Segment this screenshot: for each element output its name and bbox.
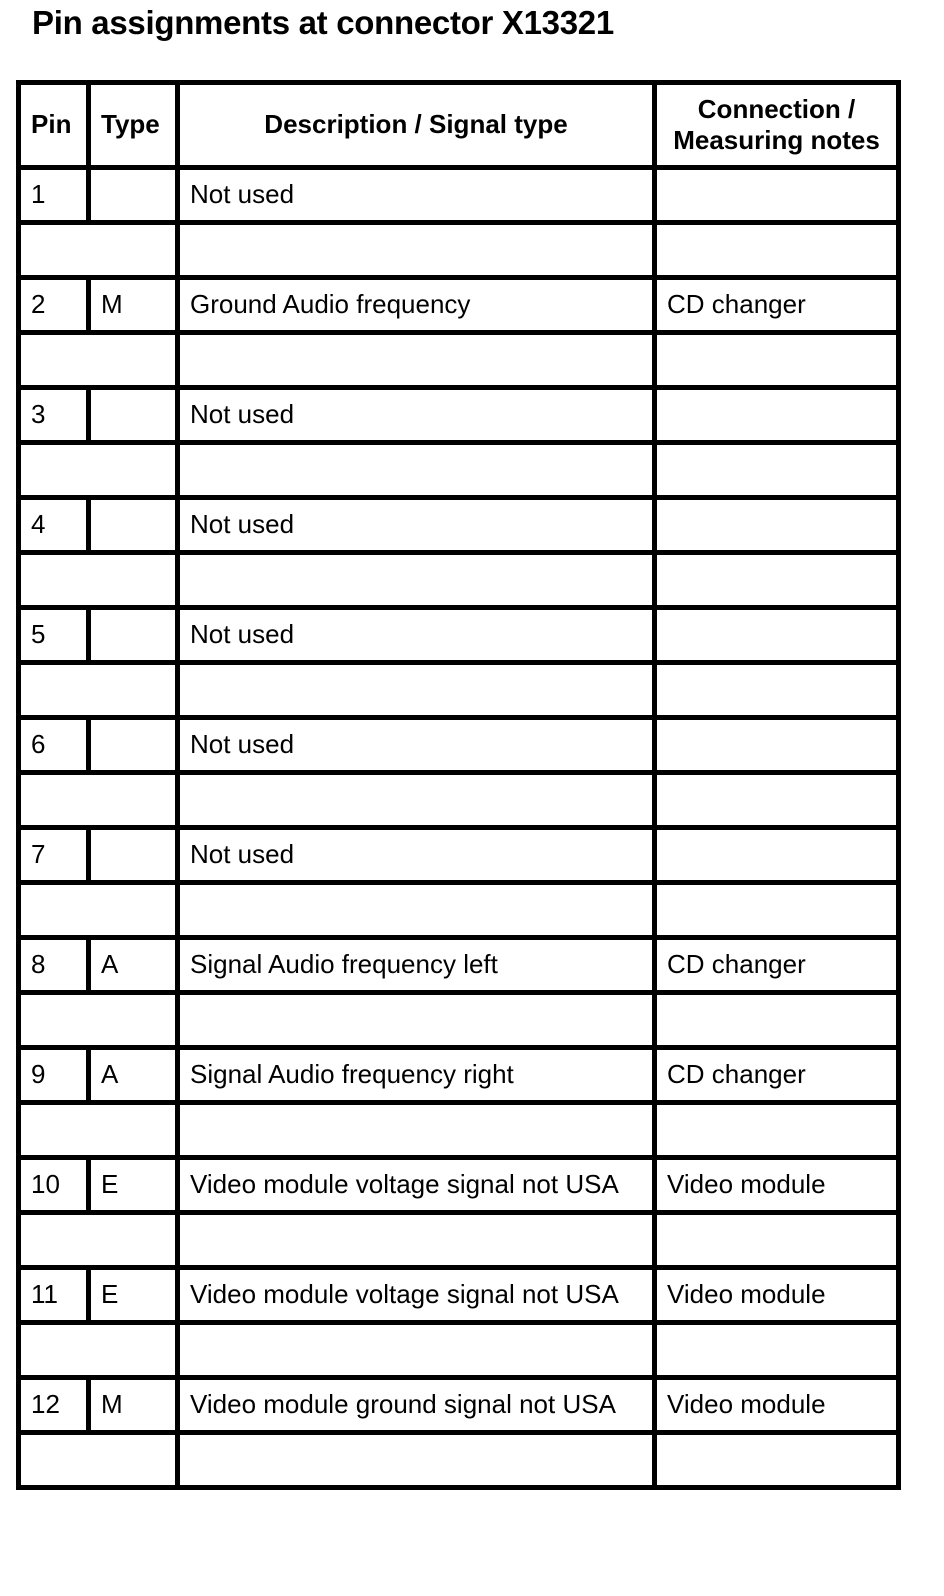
- pin-cell: 11: [19, 1268, 89, 1323]
- spacer-cell: [178, 663, 655, 718]
- description-cell: Video module voltage signal not USA: [178, 1158, 655, 1213]
- spacer-cell: [178, 773, 655, 828]
- spacer-row: [19, 993, 899, 1048]
- spacer-cell: [178, 443, 655, 498]
- spacer-row: [19, 333, 899, 388]
- table-row: [19, 1158, 899, 1213]
- connection-cell: [655, 168, 899, 223]
- spacer-cell: [655, 333, 899, 388]
- spacer-cell: [19, 223, 178, 278]
- pin-cell: 5: [19, 608, 89, 663]
- spacer-row: [19, 1323, 899, 1378]
- pin-cell: 1: [19, 168, 89, 223]
- header-pin: Pin: [19, 83, 89, 168]
- spacer-cell: [178, 1323, 655, 1378]
- type-cell: [89, 828, 178, 883]
- type-cell: [89, 388, 178, 443]
- description-cell: Not used: [178, 388, 655, 443]
- pin-assignment-table: [16, 80, 901, 1490]
- spacer-cell: [178, 1433, 655, 1488]
- pin-cell: 8: [19, 938, 89, 993]
- spacer-cell: [655, 883, 899, 938]
- spacer-row: [19, 223, 899, 278]
- spacer-row: [19, 1103, 899, 1158]
- pin-cell: 4: [19, 498, 89, 553]
- connection-cell: Video module: [655, 1158, 899, 1213]
- page-title: Pin assignments at connector X13321: [32, 4, 614, 41]
- type-cell: [89, 608, 178, 663]
- connection-cell: CD changer: [655, 938, 899, 993]
- connection-cell: Video module: [655, 1268, 899, 1323]
- pin-cell: 10: [19, 1158, 89, 1213]
- spacer-cell: [178, 333, 655, 388]
- connection-cell: [655, 718, 899, 773]
- description-cell: Video module voltage signal not USA: [178, 1268, 655, 1323]
- connection-cell: CD changer: [655, 278, 899, 333]
- header-connection: Connection / Measuring notes: [655, 83, 899, 168]
- spacer-cell: [655, 223, 899, 278]
- type-cell: [89, 168, 178, 223]
- spacer-row: [19, 663, 899, 718]
- connection-cell: [655, 608, 899, 663]
- spacer-cell: [19, 443, 178, 498]
- table-row: [19, 938, 899, 993]
- spacer-cell: [19, 1433, 178, 1488]
- spacer-cell: [655, 993, 899, 1048]
- type-cell: E: [89, 1268, 178, 1323]
- description-cell: Not used: [178, 498, 655, 553]
- table-row: [19, 168, 899, 223]
- spacer-row: [19, 883, 899, 938]
- spacer-cell: [655, 443, 899, 498]
- description-cell: Signal Audio frequency right: [178, 1048, 655, 1103]
- type-cell: M: [89, 278, 178, 333]
- spacer-cell: [655, 1433, 899, 1488]
- table-body: [19, 168, 899, 1488]
- type-cell: M: [89, 1378, 178, 1433]
- connection-cell: Video module: [655, 1378, 899, 1433]
- pin-cell: 7: [19, 828, 89, 883]
- spacer-cell: [178, 223, 655, 278]
- table-row: [19, 1378, 899, 1433]
- type-cell: A: [89, 1048, 178, 1103]
- spacer-cell: [178, 553, 655, 608]
- header-type: Type: [89, 83, 178, 168]
- table-row: [19, 828, 899, 883]
- description-cell: Not used: [178, 828, 655, 883]
- pin-cell: 2: [19, 278, 89, 333]
- header-description: Description / Signal type: [178, 83, 655, 168]
- pin-cell: 12: [19, 1378, 89, 1433]
- type-cell: [89, 718, 178, 773]
- spacer-cell: [19, 663, 178, 718]
- spacer-cell: [655, 553, 899, 608]
- spacer-cell: [19, 993, 178, 1048]
- table-row: [19, 608, 899, 663]
- connection-cell: CD changer: [655, 1048, 899, 1103]
- spacer-cell: [655, 663, 899, 718]
- pin-cell: 3: [19, 388, 89, 443]
- table-header-row: [19, 83, 899, 168]
- spacer-cell: [655, 1323, 899, 1378]
- spacer-row: [19, 1433, 899, 1488]
- description-cell: Not used: [178, 718, 655, 773]
- type-cell: [89, 498, 178, 553]
- table-row: [19, 1268, 899, 1323]
- spacer-row: [19, 1213, 899, 1268]
- spacer-row: [19, 553, 899, 608]
- spacer-cell: [19, 1213, 178, 1268]
- spacer-cell: [19, 1103, 178, 1158]
- spacer-row: [19, 773, 899, 828]
- type-cell: A: [89, 938, 178, 993]
- connection-cell: [655, 388, 899, 443]
- spacer-cell: [178, 883, 655, 938]
- spacer-cell: [178, 993, 655, 1048]
- spacer-cell: [178, 1103, 655, 1158]
- spacer-cell: [19, 773, 178, 828]
- spacer-cell: [655, 1213, 899, 1268]
- spacer-cell: [19, 553, 178, 608]
- spacer-cell: [655, 773, 899, 828]
- type-cell: E: [89, 1158, 178, 1213]
- description-cell: Ground Audio frequency: [178, 278, 655, 333]
- description-cell: Not used: [178, 168, 655, 223]
- description-cell: Video module ground signal not USA: [178, 1378, 655, 1433]
- pin-cell: 9: [19, 1048, 89, 1103]
- spacer-cell: [178, 1213, 655, 1268]
- spacer-row: [19, 443, 899, 498]
- spacer-cell: [19, 333, 178, 388]
- table-row: [19, 718, 899, 773]
- table-row: [19, 498, 899, 553]
- description-cell: Signal Audio frequency left: [178, 938, 655, 993]
- connection-cell: [655, 498, 899, 553]
- spacer-cell: [19, 1323, 178, 1378]
- spacer-cell: [19, 883, 178, 938]
- description-cell: Not used: [178, 608, 655, 663]
- spacer-cell: [655, 1103, 899, 1158]
- pin-cell: 6: [19, 718, 89, 773]
- table-row: [19, 278, 899, 333]
- table-row: [19, 1048, 899, 1103]
- connection-cell: [655, 828, 899, 883]
- table-row: [19, 388, 899, 443]
